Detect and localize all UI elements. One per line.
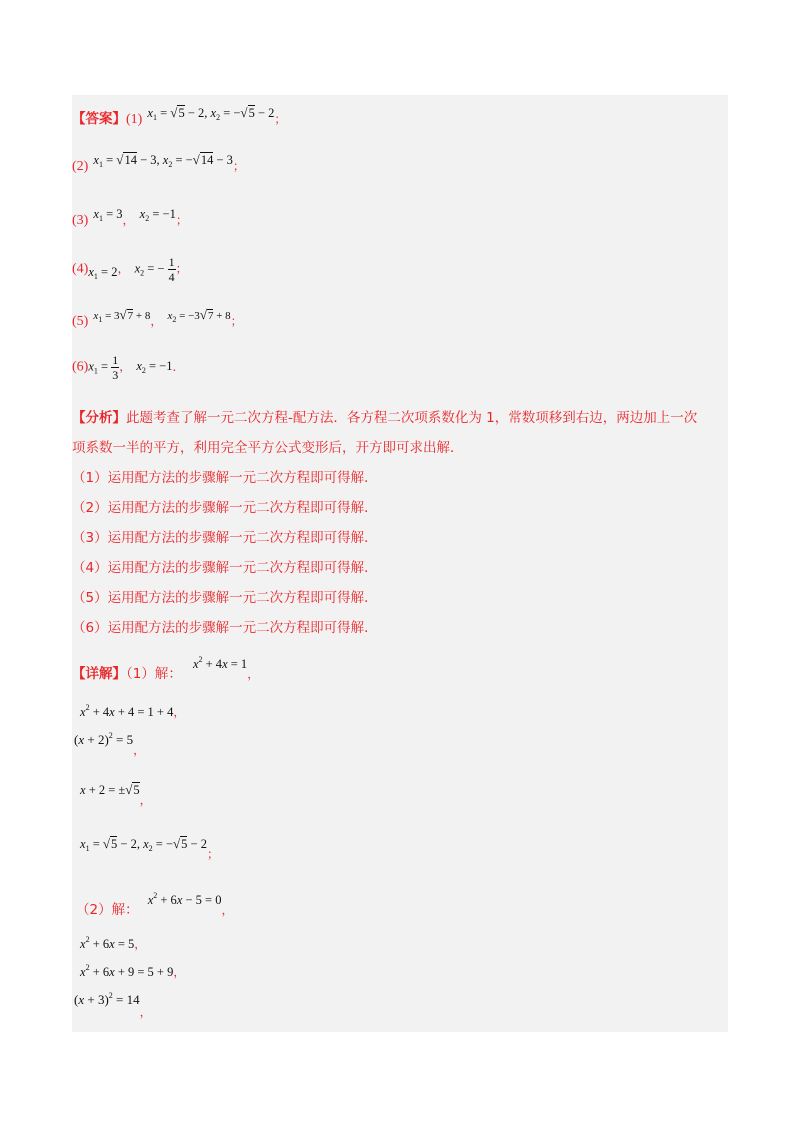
answer-math-5b: $x_2 = -3√7 + 8$ xyxy=(167,307,231,324)
comma: ， xyxy=(122,213,135,227)
comma: ， xyxy=(134,937,147,951)
answer-label-5: (5) xyxy=(72,314,89,329)
comma: ， xyxy=(247,667,260,681)
answer-label-4: (4) xyxy=(72,261,89,277)
detail-eq-2: $x^2 + 4x + 4 = 1 + 4$ xyxy=(80,703,174,719)
answer-panel xyxy=(72,95,728,1032)
detail-eq-5: $x_1 = √5 - 2$, $x_2 = -√5 - 2$ xyxy=(80,836,207,853)
detail-eq-6: $x^2 + 6x - 5 = 0$ xyxy=(147,891,222,907)
analysis-step-6: （6）运用配方法的步骤解一元二次方程即可得解． xyxy=(72,620,378,636)
detail-line-5 xyxy=(80,833,219,862)
semicolon: ； xyxy=(274,112,287,126)
analysis-step-2: （2）运用配方法的步骤解一元二次方程即可得解． xyxy=(72,500,378,516)
detail-line-7 xyxy=(80,933,146,952)
comma: ， xyxy=(117,261,130,276)
semicolon: ； xyxy=(232,159,245,173)
detail-eq-9: $(x + 3)^2 = 14$ xyxy=(74,991,140,1007)
semicolon: ； xyxy=(175,213,188,227)
answer-tag: 【答案】 xyxy=(72,111,126,127)
detail-part1-label: （1）解： xyxy=(126,666,182,682)
detail-part2-label: （2）解： xyxy=(76,902,139,918)
answer-label-2: (2) xyxy=(72,159,89,174)
answer-math-4: $x_1 = 2$ xyxy=(88,265,118,282)
answer-math-6: $x_1$ = $\frac{1}{3}$ xyxy=(88,353,119,382)
analysis-step-1: （1）运用配方法的步骤解一元二次方程即可得解． xyxy=(72,470,378,486)
comma: ， xyxy=(119,359,132,374)
analysis-step-4: （4）运用配方法的步骤解一元二次方程即可得解． xyxy=(72,560,378,576)
answer-math-3: $x_1 = 3$ xyxy=(93,207,123,223)
answer-line-5 xyxy=(72,307,243,330)
answer-label-6: (6) xyxy=(72,359,89,375)
answer-math-2: $x_1 = √14 - 3$, $x_2 = -√14 - 3$ xyxy=(93,152,233,169)
detail-line-1 xyxy=(72,655,259,682)
comma: ， xyxy=(173,965,186,979)
comma: ， xyxy=(133,743,146,757)
comma: ， xyxy=(173,705,186,719)
detail-line-6 xyxy=(76,891,234,918)
detail-eq-1: $x^2 + 4x = 1$ xyxy=(192,655,248,671)
answer-math-3b: $x_2 = -1$ xyxy=(139,207,176,223)
comma: ， xyxy=(221,903,234,917)
analysis-text-1: 此题考查了解一元二次方程-配方法．各方程二次项系数化为 1，常数项移到右边，两边加上一次 xyxy=(126,410,698,426)
detail-eq-3: $(x + 2)^2 = 5$ xyxy=(74,731,134,747)
answer-math-1: $x_1 = √5 - 2$, $x_2 = -√5 - 2$ xyxy=(147,105,275,122)
semicolon: ； xyxy=(206,847,219,861)
analysis-step-3: （3）运用配方法的步骤解一元二次方程即可得解． xyxy=(72,530,378,546)
answer-line-2 xyxy=(72,152,245,175)
comma: ， xyxy=(139,793,152,807)
comma: ， xyxy=(139,1005,152,1019)
answer-label-1: (1) xyxy=(126,112,143,127)
answer-line-4 xyxy=(72,255,188,284)
period: ． xyxy=(172,359,185,374)
semicolon: ； xyxy=(230,314,243,328)
answer-line-3 xyxy=(72,207,188,229)
semicolon: ； xyxy=(175,261,188,276)
detail-tag: 【详解】 xyxy=(72,666,126,682)
detail-line-8 xyxy=(80,961,185,980)
detail-line-3 xyxy=(74,729,145,758)
analysis-line-2: 项系数一半的平方，利用完全平方公式变形后，开方即可求出解． xyxy=(72,440,464,456)
answer-line-6 xyxy=(72,353,185,382)
detail-eq-7: $x^2 + 6x = 5$ xyxy=(80,935,135,951)
detail-line-4 xyxy=(80,779,152,808)
answer-label-3: (3) xyxy=(72,213,89,228)
analysis-line-1 xyxy=(72,403,728,433)
analysis-step-5: （5）运用配方法的步骤解一元二次方程即可得解． xyxy=(72,590,378,606)
comma: ， xyxy=(150,314,163,328)
analysis-paragraph xyxy=(72,403,728,643)
detail-eq-8: $x^2 + 6x + 9 = 5 + 9$ xyxy=(80,963,174,979)
answer-math-5: $x_1 = 3√7 + 8$ xyxy=(93,307,151,324)
detail-line-9 xyxy=(74,989,152,1020)
detail-eq-4: x + 2 = ±√5 xyxy=(80,782,140,797)
analysis-tag: 【分析】 xyxy=(72,410,126,426)
answer-math-4b: $x_2$ = − $\frac{1}{4}$ xyxy=(134,255,175,284)
answer-math-6b: $x_2 = -1$ xyxy=(136,359,173,376)
detail-line-2 xyxy=(80,701,185,720)
answer-line-1 xyxy=(72,105,286,128)
